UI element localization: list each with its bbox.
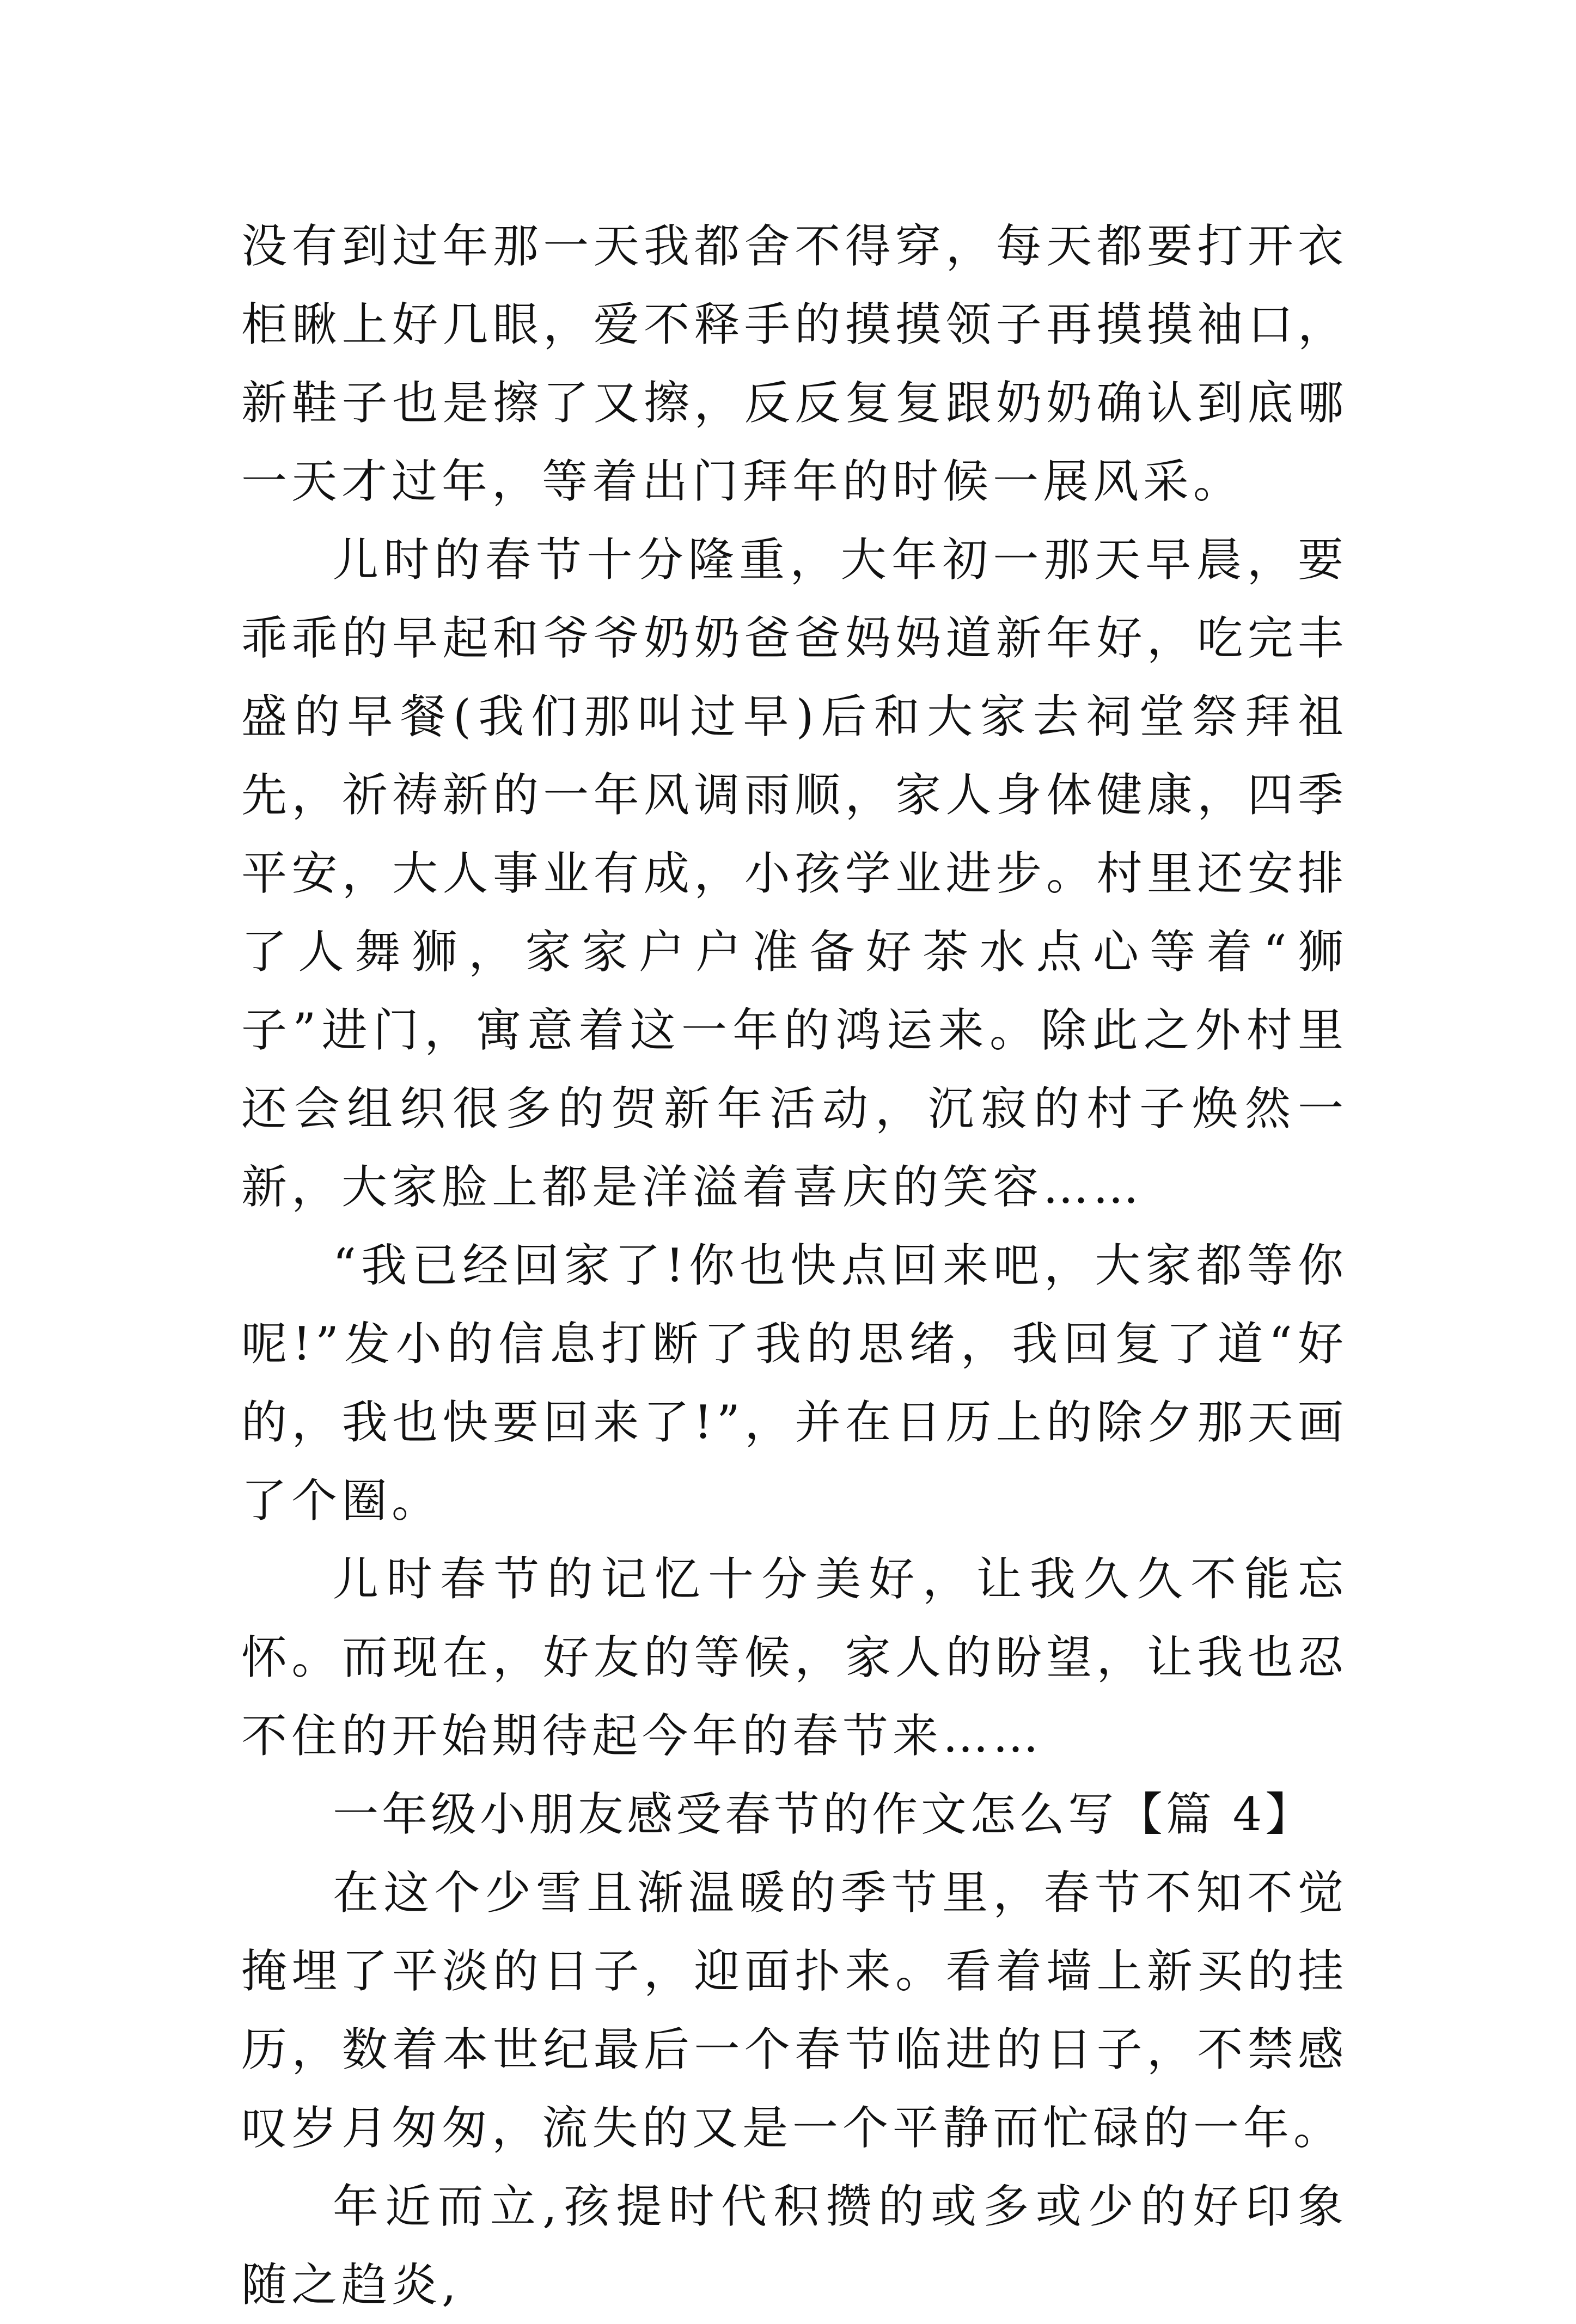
paragraph-continued: 没有到过年那一天我都舍不得穿，每天都要打开衣柜瞅上好几眼，爱不释手的摸摸领子再摸摸袖口，新鞋子也是擦了又擦，反反复复跟奶奶确认到底哪一天才过年，等着出门拜年的时候一展风采。 — [241, 219, 1348, 508]
body-text — [241, 207, 1348, 2324]
paragraph-season: 在这个少雪且渐温暖的季节里，春节不知不觉掩埋了平淡的日子，迎面扑来。看着墙上新买的挂历，数着本世纪最后一个春节临进的日子，不禁感叹岁月匆匆，流失的又是一个平静而忙碌的一年。 — [241, 1866, 1348, 2155]
paragraph-approaching-thirty: 年近而立,孩提时代积攒的或多或少的好印象随之趋炎, — [241, 2180, 1348, 2311]
section-heading: 一年级小朋友感受春节的作文怎么写【篇 4】 — [333, 1788, 1315, 1841]
paragraph-childhood-spring-festival: 儿时的春节十分隆重，大年初一那天早晨，要乖乖的早起和爷爷奶奶爸爸妈妈道新年好，吃完丰盛的早餐(我们那叫过早)后和大家去祠堂祭拜祖先，祈祷新的一年风调雨顺，家人身体健康，四季平安，大人事业有成，小孩学业进步。村里还安排了人舞狮，家家户户准备好茶水点心等着“狮子”进门，寓意着这一年的鸿运来。除此之外村里还会组织很多的贺新年活动，沉寂的村子焕然一新，大家脸上都是洋溢着喜庆的笑容…… — [241, 533, 1348, 1214]
paragraph-friend-message: “我已经回家了!你也快点回来吧，大家都等你呢!”发小的信息打断了我的思绪，我回复了道“好的，我也快要回来了!”，并在日历上的除夕那天画了个圈。 — [241, 1239, 1348, 1527]
paragraph-memories: 儿时春节的记忆十分美好，让我久久不能忘怀。而现在，好友的等候，家人的盼望，让我也忍不住的开始期待起今年的春节来…… — [241, 1552, 1348, 1763]
